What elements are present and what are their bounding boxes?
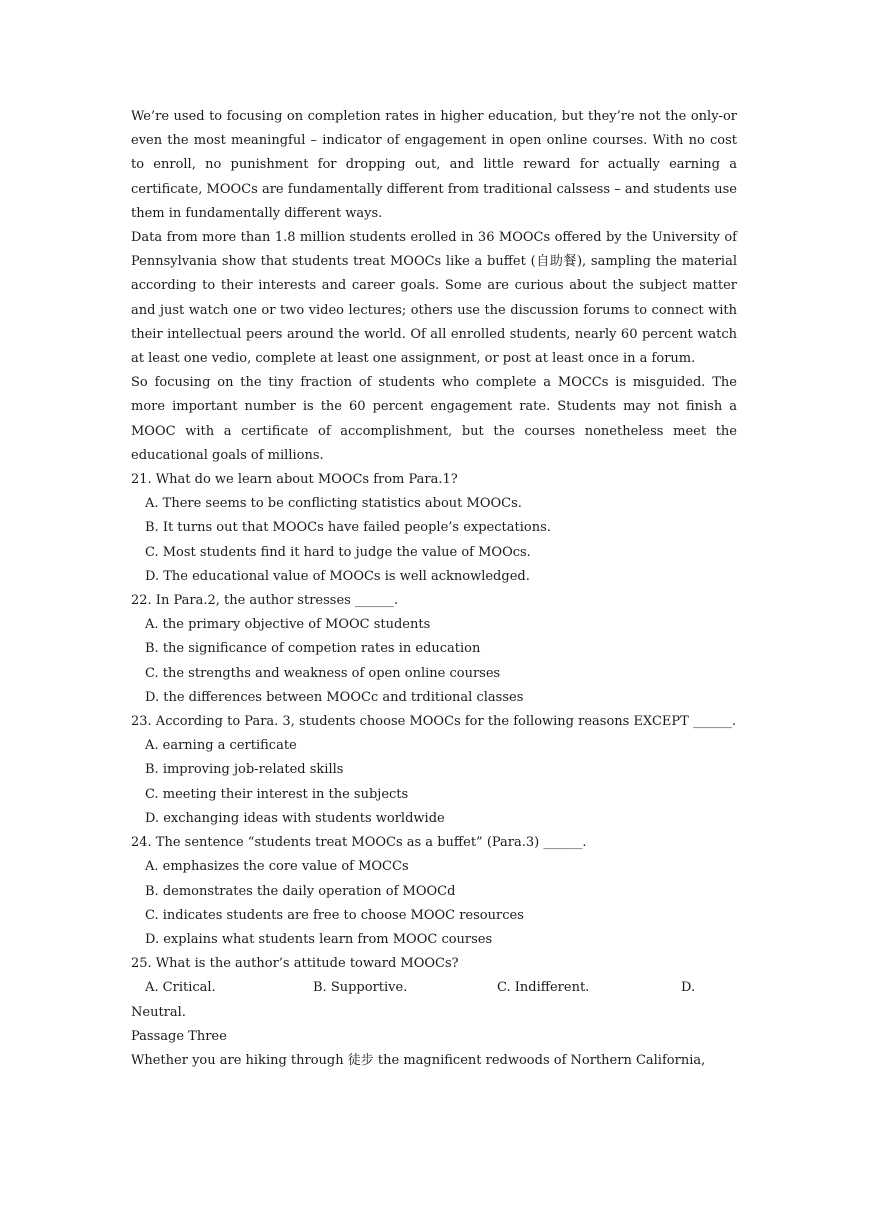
question-23 (131, 710, 737, 831)
option-b: B. Supportive. (313, 980, 408, 996)
question-25 (131, 952, 737, 1025)
question-21 (131, 468, 737, 589)
option-c: C. meeting their interest in the subjects (145, 786, 409, 802)
passage-heading: Passage Three (131, 1028, 227, 1044)
passage-three-start: Whether you are hiking through 徒步 the magnificent redwoods of Northern California, (131, 1052, 706, 1068)
option-a: A. There seems to be conflicting statistics about MOOCs. (145, 496, 522, 512)
option-d-continued: Neutral. (131, 1004, 186, 1020)
option-c: C. Most students find it hard to judge the value of MOOcs. (145, 544, 531, 560)
option-b: B. the significance of competion rates in education (145, 641, 481, 657)
question-stem: 24. The sentence “students treat MOOCs as a buffet” (Para.3) ______. (131, 835, 587, 851)
question-22 (131, 589, 737, 710)
options-row (131, 976, 737, 1000)
question-stem: 25. What is the author’s attitude toward MOOCs? (131, 956, 459, 972)
option-c: C. indicates students are free to choose MOOC resources (145, 907, 524, 923)
option-c: C. the strengths and weakness of open online courses (145, 665, 501, 681)
option-a: A. the primary objective of MOOC students (145, 617, 431, 633)
option-d: D. the differences between MOOCc and trditional classes (145, 689, 524, 705)
question-stem: 21. What do we learn about MOOCs from Para.1? (131, 472, 458, 488)
option-d: D. exchanging ideas with students worldwide (145, 810, 445, 826)
option-a: A. Critical. (145, 980, 216, 996)
document-page (131, 105, 737, 1073)
option-d: D. The educational value of MOOCs is well acknowledged. (145, 568, 530, 584)
option-b: B. demonstrates the daily operation of MOOCd (145, 883, 456, 899)
option-c: C. Indifferent. (497, 980, 590, 996)
question-stem: 23. According to Para. 3, students choose MOOCs for the following reasons EXCEPT ______. (131, 714, 737, 730)
option-d: D. explains what students learn from MOOC courses (145, 931, 493, 947)
option-b: B. It turns out that MOOCs have failed people’s expectations. (145, 520, 551, 536)
option-a: A. earning a certificate (145, 738, 297, 754)
question-24 (131, 831, 737, 952)
option-b: B. improving job-related skills (145, 762, 344, 778)
paragraph-1: We’re used to focusing on completion rates in higher education, but they’re not the only-or even the most meaningful – indicator of engagement in open online courses. With no cost to enroll, no punishment for dropping out, and little reward for actually earning a certificate, MOOCs are fundamentally different from traditional calssess – and students use them in fundamentally different ways. (131, 109, 737, 221)
paragraph-3: So focusing on the tiny fraction of students who complete a MOCCs is misguided. The more important number is the 60 percent engagement rate. Students may not finish a MOOC with a certificate of accomplishment, but the courses nonetheless meet the educational goals of millions. (131, 375, 737, 463)
paragraph-2: Data from more than 1.8 million students erolled in 36 MOOCs offered by the University of Pennsylvania show that students treat MOOCs like a buffet (自助餐), sampling the material according to their interests and career goals. Some are curious about the subject matter and just watch one or two video lectures; others use the discussion forums to connect with their intellectual peers around the world. Of all enrolled students, nearly 60 percent watch at least one vedio, complete at least one assignment, or post at least once in a forum. (131, 230, 737, 367)
option-a: A. emphasizes the core value of MOCCs (145, 859, 409, 875)
question-stem: 22. In Para.2, the author stresses ______. (131, 593, 399, 609)
option-d: D. (681, 980, 696, 996)
